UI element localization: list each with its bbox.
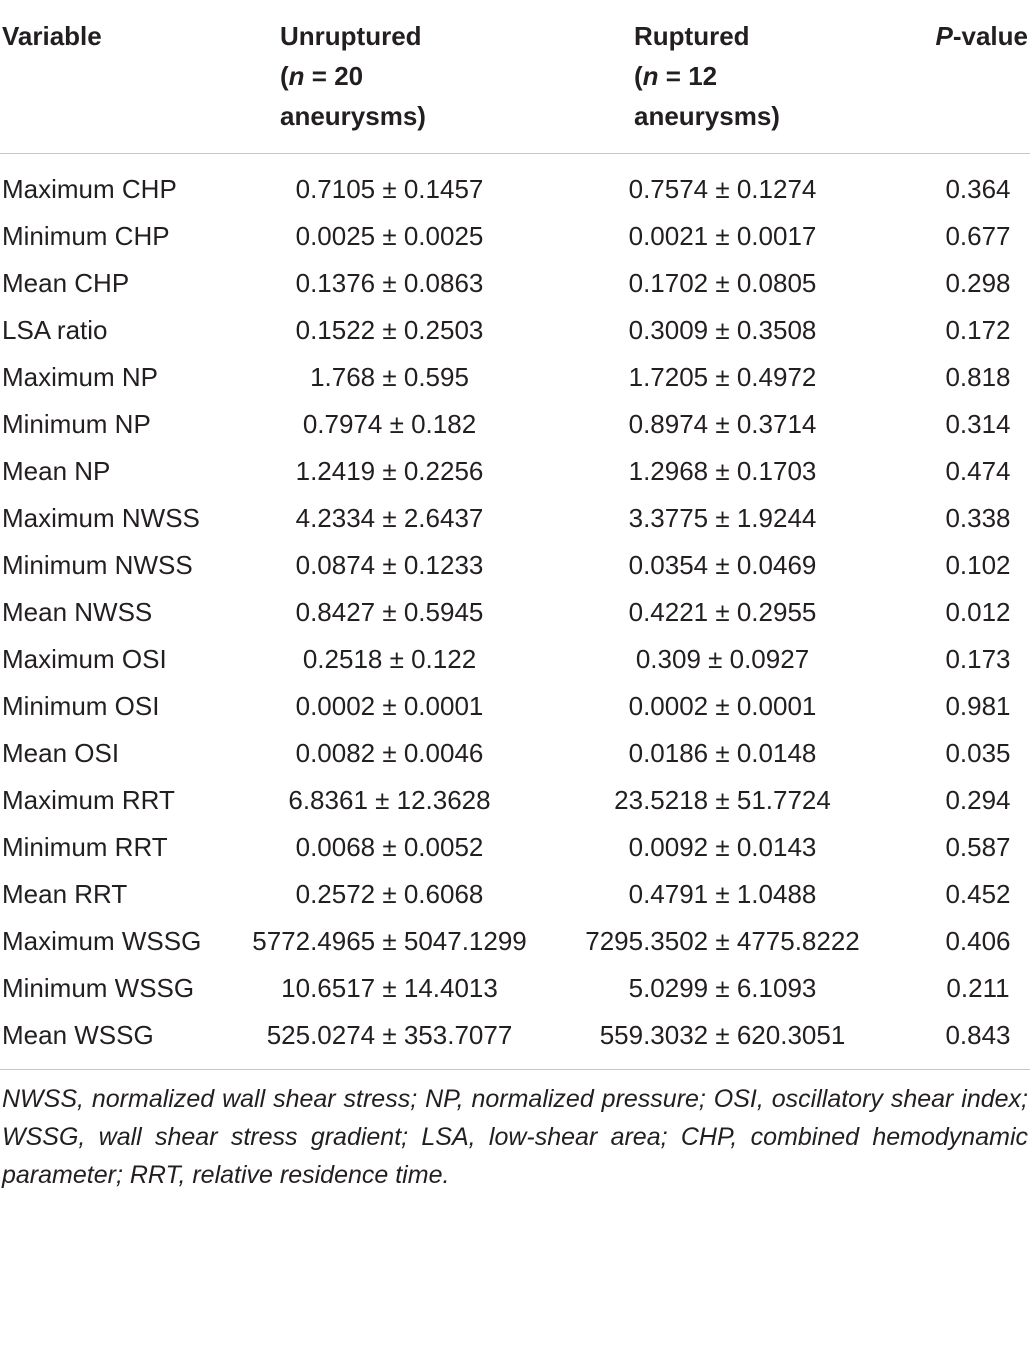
cell-pvalue: 0.035 [945, 738, 1011, 768]
cell-ruptured: 0.3009 ± 0.3508 [628, 315, 817, 345]
cell-ruptured: 559.3032 ± 620.3051 [599, 1020, 846, 1050]
header-ruptured-unit: aneurysms) [634, 101, 780, 131]
header-ruptured-n: n [642, 61, 659, 91]
cell-ruptured: 0.0186 ± 0.0148 [628, 738, 817, 768]
cell-variable: Mean RRT [2, 879, 128, 909]
table-body [0, 154, 1030, 1070]
cell-unruptured: 0.0002 ± 0.0001 [295, 691, 484, 721]
table-row [0, 154, 1030, 214]
header-variable: Variable [0, 0, 235, 154]
cell-ruptured: 0.8974 ± 0.3714 [628, 409, 817, 439]
cell-pvalue: 0.818 [945, 362, 1011, 392]
table-row [0, 260, 1030, 307]
cell-unruptured: 6.8361 ± 12.3628 [288, 785, 491, 815]
header-pvalue-p: P [935, 21, 953, 51]
cell-pvalue: 0.172 [945, 315, 1011, 345]
cell-unruptured: 0.2518 ± 0.122 [302, 644, 477, 674]
header-ruptured [559, 0, 914, 154]
table-row [0, 213, 1030, 260]
cell-variable: Maximum CHP [2, 174, 177, 204]
cell-unruptured: 1.2419 ± 0.2256 [295, 456, 484, 486]
cell-variable: Maximum NP [2, 362, 159, 392]
cell-variable: Mean CHP [2, 268, 130, 298]
header-unruptured-title: Unruptured [280, 21, 422, 51]
table-row [0, 1012, 1030, 1069]
header-unruptured [235, 0, 559, 154]
header-pvalue [914, 0, 1030, 154]
cell-pvalue: 0.211 [946, 973, 1010, 1003]
cell-unruptured: 0.1522 ± 0.2503 [295, 315, 484, 345]
cell-variable: Mean OSI [2, 738, 120, 768]
cell-pvalue: 0.677 [945, 221, 1011, 251]
cell-ruptured: 23.5218 ± 51.7724 [614, 785, 831, 815]
table-footnote: NWSS, normalized wall shear stress; NP, normalized pressure; OSI, oscillatory shear index; WSSG, wall shear stress gradient; LSA, low-shear area; CHP, combined hemodynamic parameter; RRT, relative residence time. [2, 1085, 1028, 1189]
header-unruptured-paren: ( [280, 61, 289, 91]
header-unruptured-n-value: = 20 [304, 61, 364, 91]
table-row [0, 730, 1030, 777]
table-row [0, 401, 1030, 448]
header-ruptured-n-value: = 12 [658, 61, 718, 91]
cell-ruptured: 0.4791 ± 1.0488 [628, 879, 817, 909]
header-row [0, 0, 1030, 154]
header-ruptured-count [634, 56, 914, 96]
cell-unruptured: 4.2334 ± 2.6437 [295, 503, 484, 533]
header-unruptured-n: n [288, 61, 305, 91]
cell-ruptured: 0.0092 ± 0.0143 [628, 832, 817, 862]
cell-pvalue: 0.314 [945, 409, 1011, 439]
cell-pvalue: 0.338 [945, 503, 1011, 533]
cell-ruptured: 0.0021 ± 0.0017 [628, 221, 817, 251]
cell-variable: Minimum RRT [2, 832, 168, 862]
cell-variable: Mean NP [2, 456, 111, 486]
cell-variable: Minimum CHP [2, 221, 170, 251]
table-row [0, 354, 1030, 401]
cell-unruptured: 1.768 ± 0.595 [310, 362, 469, 392]
cell-variable: Minimum OSI [2, 691, 160, 721]
cell-unruptured: 0.7974 ± 0.182 [302, 409, 477, 439]
cell-ruptured: 0.4221 ± 0.2955 [628, 597, 817, 627]
cell-variable: Mean NWSS [2, 597, 153, 627]
cell-pvalue: 0.173 [945, 644, 1011, 674]
table-row [0, 636, 1030, 683]
cell-pvalue: 0.102 [945, 550, 1011, 580]
cell-variable: LSA ratio [2, 315, 108, 345]
cell-unruptured: 5772.4965 ± 5047.1299 [252, 926, 527, 956]
cell-pvalue: 0.981 [945, 691, 1011, 721]
table-row [0, 683, 1030, 730]
cell-ruptured: 1.2968 ± 0.1703 [628, 456, 817, 486]
cell-pvalue: 0.364 [945, 174, 1011, 204]
cell-ruptured: 0.0002 ± 0.0001 [628, 691, 817, 721]
table-row [0, 542, 1030, 589]
cell-pvalue: 0.294 [945, 785, 1011, 815]
cell-ruptured: 0.7574 ± 0.1274 [628, 174, 817, 204]
cell-ruptured: 1.7205 ± 0.4972 [628, 362, 817, 392]
cell-pvalue: 0.452 [945, 879, 1011, 909]
cell-pvalue: 0.843 [945, 1020, 1011, 1050]
cell-pvalue: 0.298 [945, 268, 1011, 298]
cell-pvalue: 0.587 [945, 832, 1011, 862]
header-pvalue-rest: -value [952, 21, 1028, 51]
cell-variable: Minimum WSSG [2, 973, 195, 1003]
cell-unruptured: 0.2572 ± 0.6068 [295, 879, 484, 909]
table-row [0, 589, 1030, 636]
cell-unruptured: 0.0082 ± 0.0046 [295, 738, 484, 768]
table-row [0, 824, 1030, 871]
cell-variable: Minimum NP [2, 409, 151, 439]
cell-ruptured: 5.0299 ± 6.1093 [628, 973, 817, 1003]
cell-unruptured: 10.6517 ± 14.4013 [281, 973, 498, 1003]
cell-variable: Minimum NWSS [2, 550, 193, 580]
cell-unruptured: 0.7105 ± 0.1457 [295, 174, 484, 204]
table-row [0, 871, 1030, 918]
table-row [0, 495, 1030, 542]
header-unruptured-count [280, 56, 559, 96]
header-unruptured-unit: aneurysms) [280, 101, 426, 131]
header-ruptured-paren: ( [634, 61, 643, 91]
cell-unruptured: 0.8427 ± 0.5945 [295, 597, 484, 627]
table-row [0, 965, 1030, 1012]
cell-variable: Maximum OSI [2, 644, 167, 674]
cell-ruptured: 3.3775 ± 1.9244 [628, 503, 817, 533]
table-row [0, 307, 1030, 354]
cell-ruptured: 0.0354 ± 0.0469 [628, 550, 817, 580]
table-row [0, 918, 1030, 965]
table-header [0, 0, 1030, 154]
table-row [0, 448, 1030, 495]
cell-pvalue: 0.474 [945, 456, 1011, 486]
cell-variable: Maximum RRT [2, 785, 175, 815]
cell-unruptured: 0.0025 ± 0.0025 [295, 221, 484, 251]
cell-variable: Mean WSSG [2, 1020, 154, 1050]
cell-ruptured: 0.1702 ± 0.0805 [628, 268, 817, 298]
cell-unruptured: 0.0068 ± 0.0052 [295, 832, 484, 862]
cell-ruptured: 0.309 ± 0.0927 [635, 644, 810, 674]
cell-pvalue: 0.012 [945, 597, 1011, 627]
header-ruptured-title: Ruptured [634, 21, 750, 51]
cell-variable: Maximum WSSG [2, 926, 202, 956]
cell-variable: Maximum NWSS [2, 503, 200, 533]
cell-unruptured: 0.1376 ± 0.0863 [295, 268, 484, 298]
table-row [0, 777, 1030, 824]
cell-unruptured: 525.0274 ± 353.7077 [266, 1020, 513, 1050]
cell-unruptured: 0.0874 ± 0.1233 [295, 550, 484, 580]
cell-pvalue: 0.406 [945, 926, 1011, 956]
cell-ruptured: 7295.3502 ± 4775.8222 [585, 926, 860, 956]
